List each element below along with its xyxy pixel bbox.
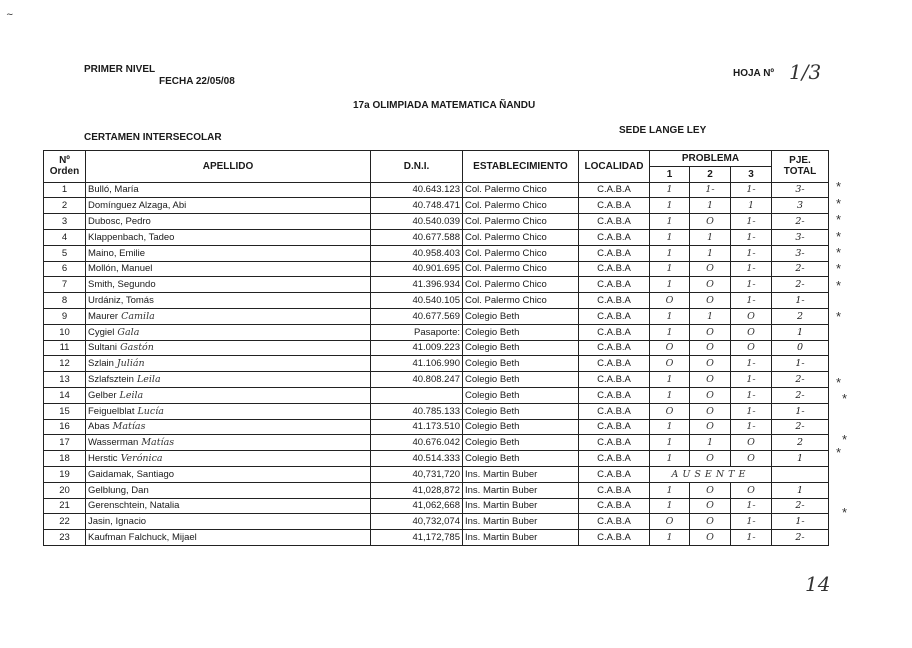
p3-score: O <box>731 451 772 467</box>
p2-score: O <box>690 530 731 546</box>
p2-score: O <box>690 261 731 277</box>
asterisk-mark: * <box>836 309 842 324</box>
surname-cell <box>86 324 371 340</box>
table-row <box>44 277 829 293</box>
surname-cell <box>86 293 371 309</box>
surname-cell <box>86 419 371 435</box>
surname-cell <box>86 372 371 388</box>
p3-score: 1- <box>731 261 772 277</box>
row-number: 10 <box>44 324 86 340</box>
locality-cell: C.A.B.A <box>579 498 650 514</box>
p3-score: 1- <box>731 387 772 403</box>
p1-score: 1 <box>650 324 690 340</box>
surname-cell <box>86 435 371 451</box>
total-score: 2- <box>772 419 829 435</box>
row-number: 17 <box>44 435 86 451</box>
p1-score: 1 <box>650 245 690 261</box>
p1-score: 1 <box>650 214 690 230</box>
locality-cell: C.A.B.A <box>579 451 650 467</box>
total-score: 2- <box>772 372 829 388</box>
p3-score: 1- <box>731 356 772 372</box>
p3-score: O <box>731 482 772 498</box>
surname-text: Gelber <box>88 389 117 401</box>
handwritten-name: Camila <box>121 310 155 322</box>
row-number: 12 <box>44 356 86 372</box>
date-label: FECHA 22/05/08 <box>159 76 235 87</box>
total-score: 2 <box>772 435 829 451</box>
dni-cell: 40,732,074 <box>371 514 463 530</box>
p1-score: 1 <box>650 308 690 324</box>
p2-score: 1 <box>690 198 731 214</box>
asterisk-mark: * <box>836 212 842 227</box>
row-number: 5 <box>44 245 86 261</box>
scribble-mark: ~ <box>6 10 14 20</box>
handwritten-name: Gastón <box>120 342 154 354</box>
p2-score: 1 <box>690 435 731 451</box>
locality-cell: C.A.B.A <box>579 261 650 277</box>
surname-text: Kaufman Falchuck, Mijael <box>88 532 197 544</box>
col-establecimiento: ESTABLECIMIENTO <box>463 151 579 183</box>
level-label: PRIMER NIVEL <box>84 64 156 75</box>
results-table <box>43 150 829 546</box>
handwritten-name: Julián <box>116 358 145 370</box>
locality-cell: C.A.B.A <box>579 387 650 403</box>
locality-cell: C.A.B.A <box>579 482 650 498</box>
surname-text: Feiguelblat <box>88 405 135 417</box>
p2-score: O <box>690 451 731 467</box>
surname-cell <box>86 514 371 530</box>
row-number: 1 <box>44 182 86 198</box>
surname-text: Szlain <box>88 358 114 370</box>
surname-cell <box>86 356 371 372</box>
row-number: 20 <box>44 482 86 498</box>
school-cell: Ins. Martin Buber <box>463 498 579 514</box>
asterisk-mark: * <box>836 445 842 460</box>
total-score: 2 <box>772 308 829 324</box>
surname-text: Domínguez Alzaga, Abi <box>88 200 187 212</box>
locality-cell: C.A.B.A <box>579 340 650 356</box>
table-row <box>44 372 829 388</box>
row-number: 22 <box>44 514 86 530</box>
locality-cell: C.A.B.A <box>579 435 650 451</box>
total-score: 3- <box>772 229 829 245</box>
p1-score: 1 <box>650 277 690 293</box>
table-row <box>44 530 829 546</box>
p1-score: 1 <box>650 261 690 277</box>
p3-score: 1- <box>731 277 772 293</box>
asterisk-mark: * <box>836 196 842 211</box>
dni-cell <box>371 387 463 403</box>
p3-score: O <box>731 340 772 356</box>
handwritten-name: Gala <box>117 326 140 338</box>
col-dni: D.N.I. <box>371 151 463 183</box>
locality-cell: C.A.B.A <box>579 198 650 214</box>
surname-text: Herstic <box>88 453 118 465</box>
surname-cell <box>86 482 371 498</box>
p1-score: 1 <box>650 498 690 514</box>
surname-text: Mollón, Manuel <box>88 263 153 275</box>
p1-score: O <box>650 403 690 419</box>
school-cell: Colegio Beth <box>463 419 579 435</box>
p3-score: 1- <box>731 229 772 245</box>
p3-score: O <box>731 435 772 451</box>
surname-text: Dubosc, Pedro <box>88 216 151 228</box>
locality-cell: C.A.B.A <box>579 372 650 388</box>
p1-score: O <box>650 514 690 530</box>
row-number: 15 <box>44 403 86 419</box>
row-number: 11 <box>44 340 86 356</box>
p2-score: 1 <box>690 308 731 324</box>
p3-score: 1- <box>731 403 772 419</box>
col-orden: Nº Orden <box>44 151 86 183</box>
p2-score: 1- <box>690 182 731 198</box>
surname-text: Szlafsztein <box>88 374 134 386</box>
table-row <box>44 435 829 451</box>
table-row <box>44 466 829 482</box>
total-score: 1 <box>772 482 829 498</box>
p2-score: O <box>690 514 731 530</box>
handwritten-name: Lucía <box>137 405 164 417</box>
surname-text: Maurer <box>88 310 119 322</box>
p3-score: 1 <box>731 198 772 214</box>
p3-score: 1- <box>731 182 772 198</box>
p2-score: O <box>690 356 731 372</box>
col-localidad: LOCALIDAD <box>579 151 650 183</box>
surname-cell <box>86 387 371 403</box>
school-cell: Col. Palermo Chico <box>463 277 579 293</box>
total-score: 3- <box>772 182 829 198</box>
table-row <box>44 245 829 261</box>
school-cell: Col. Palermo Chico <box>463 198 579 214</box>
p2-score: O <box>690 403 731 419</box>
surname-text: Gelblung, Dan <box>88 484 149 496</box>
row-number: 14 <box>44 387 86 403</box>
school-cell: Col. Palermo Chico <box>463 182 579 198</box>
dni-cell: 41,028,872 <box>371 482 463 498</box>
school-cell: Colegio Beth <box>463 340 579 356</box>
row-number: 6 <box>44 261 86 277</box>
surname-cell <box>86 466 371 482</box>
dni-cell: 41.396.934 <box>371 277 463 293</box>
page-note: 14 <box>805 572 831 596</box>
surname-cell <box>86 403 371 419</box>
p1-score: 1 <box>650 435 690 451</box>
p3-score: 1- <box>731 293 772 309</box>
certamen-label: CERTAMEN INTERSECOLAR <box>84 132 222 143</box>
total-score: 3- <box>772 245 829 261</box>
school-cell: Ins. Martin Buber <box>463 514 579 530</box>
school-cell: Colegio Beth <box>463 372 579 388</box>
surname-cell <box>86 182 371 198</box>
p2-score: O <box>690 419 731 435</box>
asterisk-mark: * <box>836 278 842 293</box>
table-row <box>44 293 829 309</box>
p3-score: 1- <box>731 498 772 514</box>
table-row <box>44 214 829 230</box>
locality-cell: C.A.B.A <box>579 356 650 372</box>
surname-cell <box>86 530 371 546</box>
total-score <box>772 466 829 482</box>
asterisk-mark: * <box>836 229 842 244</box>
total-score: 2- <box>772 261 829 277</box>
col-total: PJE. TOTAL <box>772 151 829 183</box>
dni-cell: 40.748.471 <box>371 198 463 214</box>
locality-cell: C.A.B.A <box>579 308 650 324</box>
table-row <box>44 261 829 277</box>
total-score: 2- <box>772 214 829 230</box>
p1-score: 1 <box>650 482 690 498</box>
results-body <box>44 182 829 545</box>
row-number: 8 <box>44 293 86 309</box>
surname-cell <box>86 214 371 230</box>
col-p1: 1 <box>650 166 690 182</box>
surname-cell <box>86 498 371 514</box>
locality-cell: C.A.B.A <box>579 530 650 546</box>
dni-cell: 40.540.039 <box>371 214 463 230</box>
p2-score: O <box>690 387 731 403</box>
asterisk-mark: * <box>842 432 848 447</box>
surname-text: Smith, Segundo <box>88 279 156 291</box>
handwritten-name: Matías <box>141 437 175 449</box>
school-cell: Colegio Beth <box>463 451 579 467</box>
row-number: 13 <box>44 372 86 388</box>
surname-cell <box>86 340 371 356</box>
surname-cell <box>86 277 371 293</box>
p2-score: O <box>690 372 731 388</box>
table-row <box>44 340 829 356</box>
school-cell: Ins. Martin Buber <box>463 482 579 498</box>
p3-score: 1- <box>731 214 772 230</box>
dni-cell: 41.173.510 <box>371 419 463 435</box>
school-cell: Col. Palermo Chico <box>463 293 579 309</box>
surname-text: Jasin, Ignacio <box>88 516 147 528</box>
handwritten-name: Matías <box>112 421 146 433</box>
p1-score: O <box>650 356 690 372</box>
p3-score: 1- <box>731 514 772 530</box>
total-score: 1- <box>772 403 829 419</box>
locality-cell: C.A.B.A <box>579 293 650 309</box>
school-cell: Colegio Beth <box>463 435 579 451</box>
p1-score: 1 <box>650 530 690 546</box>
dni-cell: 40.785.133 <box>371 403 463 419</box>
asterisk-mark: * <box>836 375 842 390</box>
locality-cell: C.A.B.A <box>579 324 650 340</box>
dni-cell: 40.676.042 <box>371 435 463 451</box>
surname-cell <box>86 451 371 467</box>
p1-score: 1 <box>650 419 690 435</box>
row-number: 9 <box>44 308 86 324</box>
p1-score: 1 <box>650 182 690 198</box>
sede-label: SEDE LANGE LEY <box>619 125 707 136</box>
total-score: 1 <box>772 451 829 467</box>
dni-cell: 41.106.990 <box>371 356 463 372</box>
table-row <box>44 198 829 214</box>
school-cell: Colegio Beth <box>463 308 579 324</box>
total-score: 1- <box>772 356 829 372</box>
table-row <box>44 403 829 419</box>
asterisk-mark: * <box>836 261 842 276</box>
table-row <box>44 482 829 498</box>
table-row <box>44 182 829 198</box>
table-row <box>44 356 829 372</box>
total-score: 3 <box>772 198 829 214</box>
surname-text: Klappenbach, Tadeo <box>88 231 175 243</box>
p3-score: O <box>731 308 772 324</box>
table-row <box>44 387 829 403</box>
p3-score: O <box>731 324 772 340</box>
school-cell: Colegio Beth <box>463 324 579 340</box>
locality-cell: C.A.B.A <box>579 277 650 293</box>
school-cell: Colegio Beth <box>463 403 579 419</box>
school-cell: Col. Palermo Chico <box>463 229 579 245</box>
row-number: 19 <box>44 466 86 482</box>
school-cell: Col. Palermo Chico <box>463 214 579 230</box>
p3-score: 1- <box>731 419 772 435</box>
p2-score: O <box>690 277 731 293</box>
locality-cell: C.A.B.A <box>579 466 650 482</box>
total-score: 2- <box>772 387 829 403</box>
total-score: 2- <box>772 498 829 514</box>
locality-cell: C.A.B.A <box>579 182 650 198</box>
dni-cell: 41,062,668 <box>371 498 463 514</box>
total-score: 1- <box>772 293 829 309</box>
asterisk-mark: * <box>842 391 848 406</box>
row-number: 3 <box>44 214 86 230</box>
table-row <box>44 229 829 245</box>
locality-cell: C.A.B.A <box>579 419 650 435</box>
dni-cell: 40.677.588 <box>371 229 463 245</box>
surname-text: Urdániz, Tomás <box>88 295 154 307</box>
surname-cell <box>86 308 371 324</box>
surname-cell <box>86 245 371 261</box>
dni-cell: 40,731,720 <box>371 466 463 482</box>
dni-cell: 41,172,785 <box>371 530 463 546</box>
p1-score: 1 <box>650 387 690 403</box>
p1-score: 1 <box>650 372 690 388</box>
school-cell: Col. Palermo Chico <box>463 261 579 277</box>
school-cell: Ins. Martin Buber <box>463 466 579 482</box>
surname-text: Gerenschtein, Natalia <box>88 500 180 512</box>
locality-cell: C.A.B.A <box>579 514 650 530</box>
handwritten-name: Leila <box>136 374 161 386</box>
locality-cell: C.A.B.A <box>579 245 650 261</box>
p1-score: 1 <box>650 198 690 214</box>
total-score: 2- <box>772 277 829 293</box>
surname-cell <box>86 198 371 214</box>
locality-cell: C.A.B.A <box>579 229 650 245</box>
asterisk-mark: * <box>836 179 842 194</box>
school-cell: Colegio Beth <box>463 356 579 372</box>
p1-score: 1 <box>650 229 690 245</box>
surname-text: Wasserman <box>88 437 139 449</box>
table-row <box>44 514 829 530</box>
p3-score: 1- <box>731 372 772 388</box>
table-row <box>44 498 829 514</box>
surname-cell <box>86 229 371 245</box>
row-number: 7 <box>44 277 86 293</box>
school-cell: Colegio Beth <box>463 387 579 403</box>
table-row <box>44 451 829 467</box>
dni-cell: Pasaporte: <box>371 324 463 340</box>
p2-score: 1 <box>690 229 731 245</box>
row-number: 23 <box>44 530 86 546</box>
row-number: 18 <box>44 451 86 467</box>
col-p2: 2 <box>690 166 731 182</box>
page-title: 17a OLIMPIADA MATEMATICA ÑANDU <box>353 100 536 111</box>
dni-cell: 41.009.223 <box>371 340 463 356</box>
table-row <box>44 419 829 435</box>
dni-cell: 40.643.123 <box>371 182 463 198</box>
dni-cell: 40.958.403 <box>371 245 463 261</box>
school-cell: Ins. Martin Buber <box>463 530 579 546</box>
p2-score: O <box>690 482 731 498</box>
surname-text: Sultani <box>88 342 118 354</box>
col-p3: 3 <box>731 166 772 182</box>
row-number: 21 <box>44 498 86 514</box>
total-score: 0 <box>772 340 829 356</box>
dni-cell: 40.677.569 <box>371 308 463 324</box>
locality-cell: C.A.B.A <box>579 214 650 230</box>
col-apellido: APELLIDO <box>86 151 371 183</box>
p1-score: O <box>650 293 690 309</box>
dni-cell: 40.540.105 <box>371 293 463 309</box>
p2-score: O <box>690 293 731 309</box>
row-number: 2 <box>44 198 86 214</box>
p3-score: 1- <box>731 245 772 261</box>
locality-cell: C.A.B.A <box>579 403 650 419</box>
surname-text: Abas <box>88 421 110 433</box>
dni-cell: 40.514.333 <box>371 451 463 467</box>
surname-text: Cygiel <box>88 326 115 338</box>
dni-cell: 40.808.247 <box>371 372 463 388</box>
surname-cell <box>86 261 371 277</box>
asterisk-mark: * <box>836 245 842 260</box>
surname-text: Maino, Emilie <box>88 247 146 259</box>
p2-score: O <box>690 340 731 356</box>
handwritten-name: Leila <box>119 389 144 401</box>
total-score: 2- <box>772 530 829 546</box>
p1-score: O <box>650 340 690 356</box>
asterisk-mark: * <box>842 505 848 520</box>
p2-score: 1 <box>690 245 731 261</box>
p1-score: 1 <box>650 451 690 467</box>
sheet-label: HOJA Nº <box>733 68 775 79</box>
handwritten-name: Verónica <box>120 453 163 465</box>
surname-text: Bulló, María <box>88 184 139 196</box>
row-number: 4 <box>44 229 86 245</box>
surname-text: Gaidamak, Santiago <box>88 468 175 480</box>
p2-score: O <box>690 324 731 340</box>
col-problema: PROBLEMA <box>650 151 772 167</box>
school-cell: Col. Palermo Chico <box>463 245 579 261</box>
sheet-number: 1/3 <box>789 60 822 84</box>
table-row <box>44 324 829 340</box>
total-score: 1 <box>772 324 829 340</box>
table-row <box>44 308 829 324</box>
absent-cell: AUSENTE <box>650 466 772 482</box>
total-score: 1- <box>772 514 829 530</box>
p3-score: 1- <box>731 530 772 546</box>
row-number: 16 <box>44 419 86 435</box>
dni-cell: 40.901.695 <box>371 261 463 277</box>
p2-score: O <box>690 498 731 514</box>
p2-score: O <box>690 214 731 230</box>
